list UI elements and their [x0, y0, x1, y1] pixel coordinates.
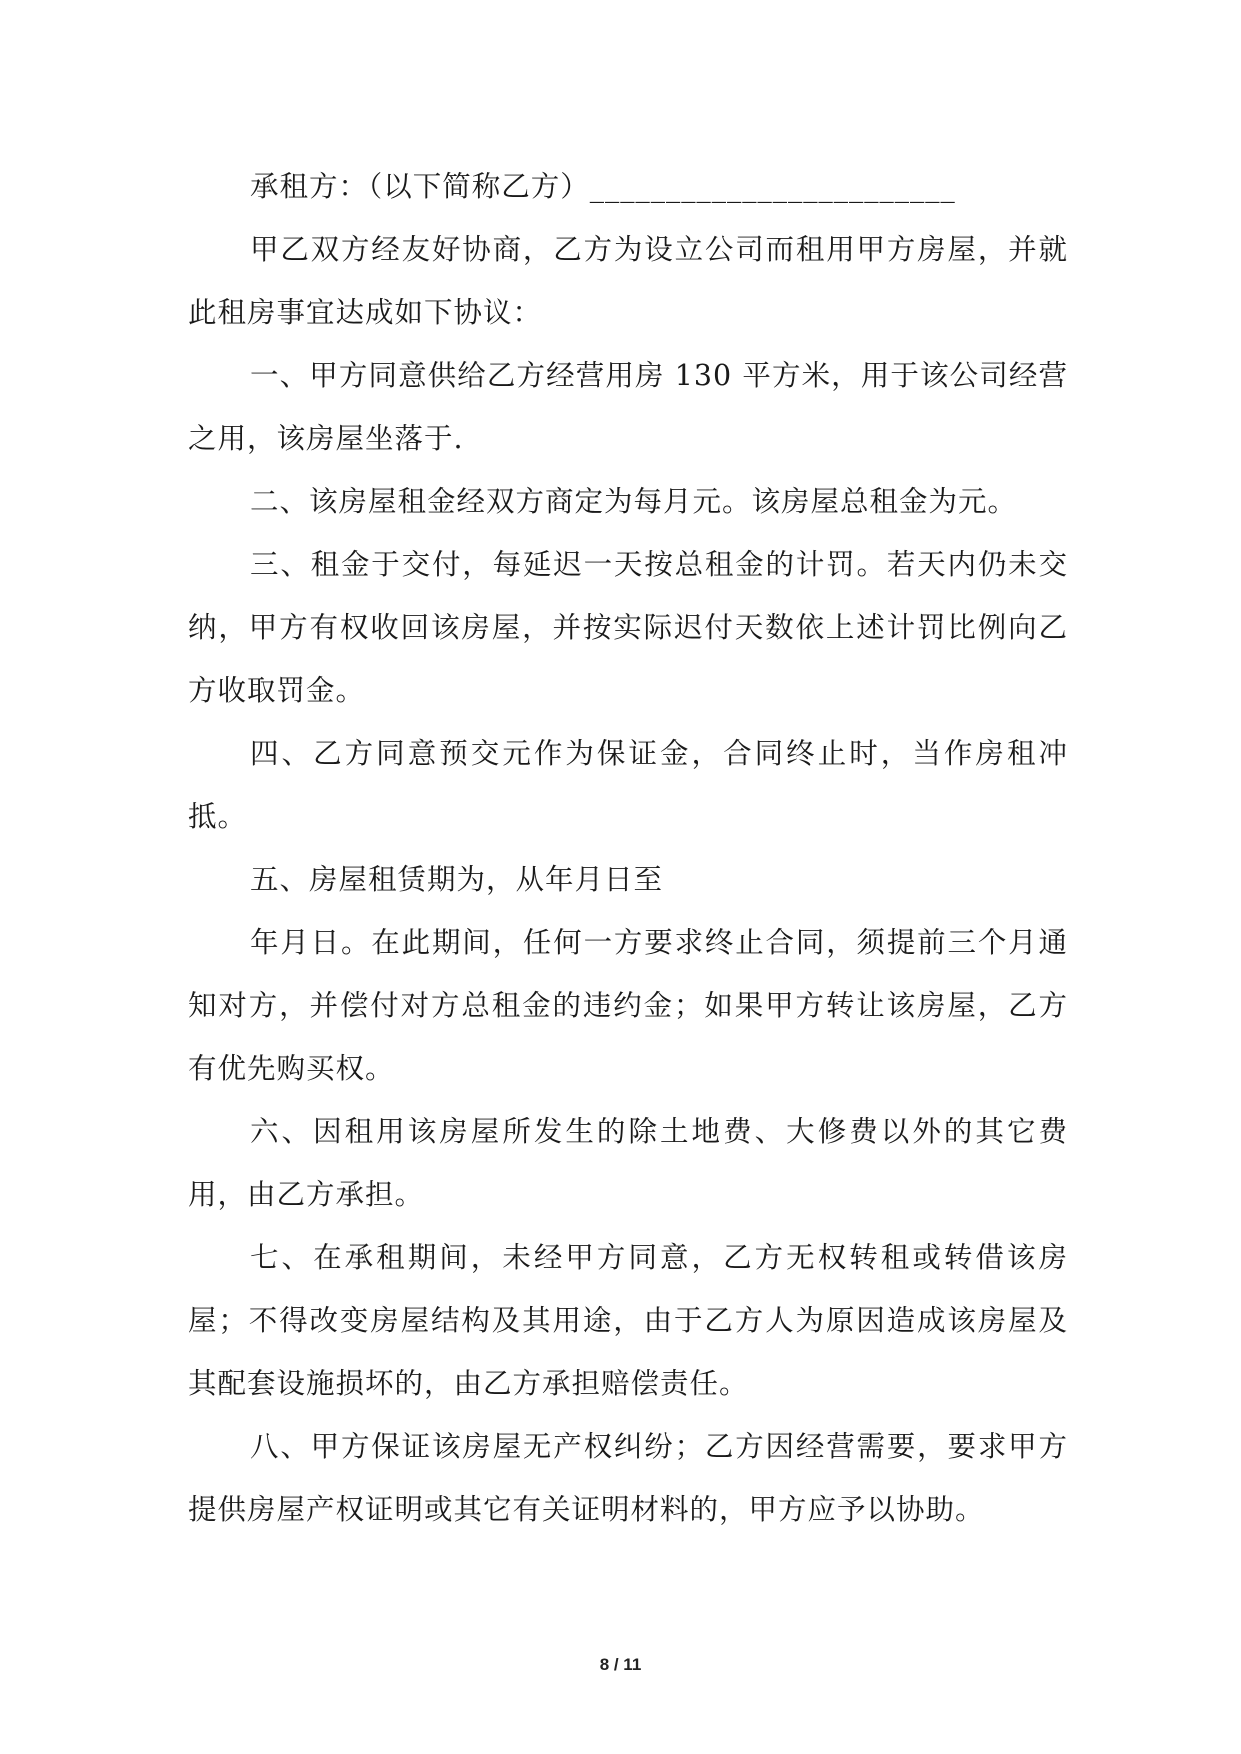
lessee-line: 承租方：（以下简称乙方）________________________ — [250, 170, 956, 203]
clause-5-continued: 年月日。在此期间，任何一方要求终止合同，须提前三个月通知对方，并偿付对方总租金的违约金；如果甲方转让该房屋，乙方有优先购买权。 — [188, 926, 1068, 1085]
clause-2: 二、该房屋租金经双方商定为每月元。该房屋总租金为元。 — [250, 485, 1018, 518]
clause-8: 八、甲方保证该房屋无产权纠纷；乙方因经营需要，要求甲方提供房屋产权证明或其它有关证明材料的，甲方应予以协助。 — [188, 1430, 1068, 1526]
clause-3: 三、租金于交付，每延迟一天按总租金的计罚。若天内仍未交纳，甲方有权收回该房屋，并按实际迟付天数依上述计罚比例向乙方收取罚金。 — [188, 548, 1068, 707]
clause-6: 六、因租用该房屋所发生的除土地费、大修费以外的其它费用，由乙方承担。 — [188, 1115, 1068, 1211]
preamble-paragraph: 甲乙双方经友好协商，乙方为设立公司而租用甲方房屋，并就此租房事宜达成如下协议： — [188, 233, 1068, 329]
clause-1: 一、甲方同意供给乙方经营用房 130 平方米，用于该公司经营之用，该房屋坐落于. — [188, 359, 1068, 455]
clause-5: 五、房屋租赁期为，从年月日至 — [250, 863, 664, 896]
clause-7: 七、在承租期间，未经甲方同意，乙方无权转租或转借该房屋；不得改变房屋结构及其用途，由于乙方人为原因造成该房屋及其配套设施损坏的，由乙方承担赔偿责任。 — [188, 1241, 1068, 1400]
document-body — [188, 155, 1068, 1541]
clause-4: 四、乙方同意预交元作为保证金，合同终止时，当作房租冲抵。 — [188, 737, 1068, 833]
page-number: 8 / 11 — [599, 1655, 642, 1674]
